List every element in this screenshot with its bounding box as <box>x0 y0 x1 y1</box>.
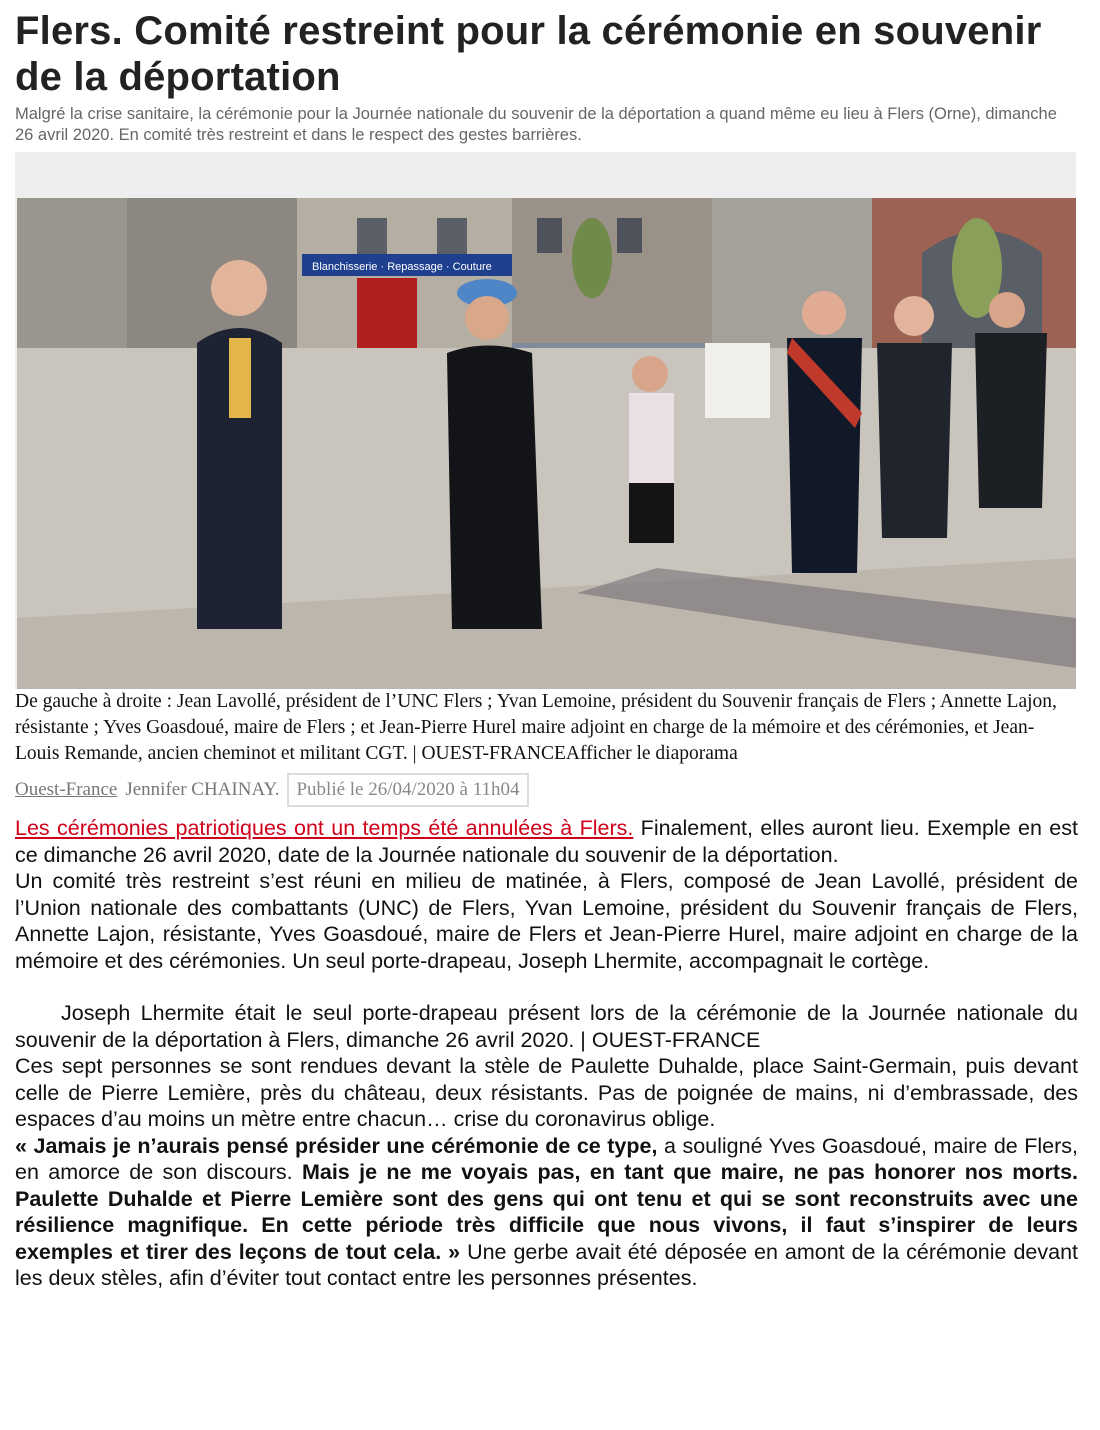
photo-caption <box>15 689 1078 767</box>
related-article-link[interactable]: Les cérémonies patriotiques ont un temps été annulées à Flers. <box>15 816 634 840</box>
publish-date: Publié le 26/04/2020 à 11h04 <box>287 773 528 807</box>
quote-bold: Mais je ne me voyais pas, en tant que maire, ne pas honorer nos morts. Paulette Duhalde et Pierre Lemière sont des gens qui ont tenu et qui se sont reconstruits avec une résilience magnifique. En cette période très difficile que nous vivons, il faut s’inspirer de leurs exemples et tirer des leçons de tout cela. » <box>15 1160 1078 1264</box>
paragraph <box>15 815 1078 868</box>
ceremony-photo[interactable] <box>17 198 1076 689</box>
author-name: Jennifer CHAINAY. <box>125 779 280 800</box>
byline <box>15 773 1078 807</box>
paragraph-text: Une gerbe avait été déposée en amont de la cérémonie devant les deux stèles, afin d’éviter tout contact entre les personnes présentes. <box>15 1239 1078 1290</box>
quote-bold: « Jamais je n’aurais pensé présider une cérémonie de ce type, <box>15 1133 658 1158</box>
paragraph: Ces sept personnes se sont rendues devant la stèle de Paulette Duhalde, place Saint-Germain, puis devant celle de Pierre Lemière, près du château, deux résistants. Pas de poignée de mains, ni d’embrassade, des espaces d’au moins un mètre entre chacun… crise du coronavirus oblige. <box>15 1054 1078 1131</box>
paragraph: Un comité très restreint s’est réuni en milieu de matinée, à Flers, composé de Jean Lavollé, président de l’Union nationale des combattants (UNC) de Flers, Yvan Lemoine, président du Souvenir français de Flers, Annette Lajon, résistante, Yves Goasdoué, maire de Flers et Jean-Pierre Hurel, maire adjoint en charge de la mémoire et des cérémonies. Un seul porte-drapeau, Joseph Lhermite, accompagnait le cortège. <box>15 869 1078 973</box>
ceremony-photo-illustration <box>17 198 1076 689</box>
source-link[interactable]: Ouest-France <box>15 779 118 800</box>
slideshow-link[interactable]: Afficher le diaporama <box>565 743 738 764</box>
inline-photo-caption: Joseph Lhermite était le seul porte-drapeau présent lors de la cérémonie de la Journée nationale du souvenir de la déportation à Flers, dimanche 26 avril 2020. | OUEST-FRANCE <box>15 1001 1078 1052</box>
photo-container <box>15 152 1076 689</box>
article-body <box>15 815 1078 1292</box>
quote-paragraph <box>15 1133 1078 1292</box>
photo-caption-text: De gauche à droite : Jean Lavollé, président de l’UNC Flers ; Yvan Lemoine, président du Souvenir français de Flers ; Annette Lajon, résistante ; Yves Goasdoué, maire de Flers ; et Jean-Pierre Hurel maire adjoint en charge de la mémoire et des cérémonies, et Jean-Louis Remande, ancien cheminot et militant CGT. | OUEST-FRANCE <box>15 691 1057 764</box>
article-lead: Malgré la crise sanitaire, la cérémonie pour la Journée nationale du souvenir de la déportation a quand même eu lieu à Flers (Orne), dimanche 26 avril 2020. En comité très restreint et dans le respect des gestes barrières. <box>15 105 1057 144</box>
shop-sign: Blanchisserie · Repassage · Couture <box>312 261 492 273</box>
article <box>15 0 1078 1292</box>
paragraph-text: Finalement, elles auront lieu. Exemple en est ce dimanche 26 avril 2020, date de la Journée nationale du souvenir de la déportation. <box>15 816 1078 867</box>
paragraph-text: a souligné Yves Goasdoué, maire de Flers, en amorce de son discours. <box>15 1133 1079 1184</box>
article-title: Flers. Comité restreint pour la cérémonie en souvenir de la déportation <box>15 9 1042 99</box>
